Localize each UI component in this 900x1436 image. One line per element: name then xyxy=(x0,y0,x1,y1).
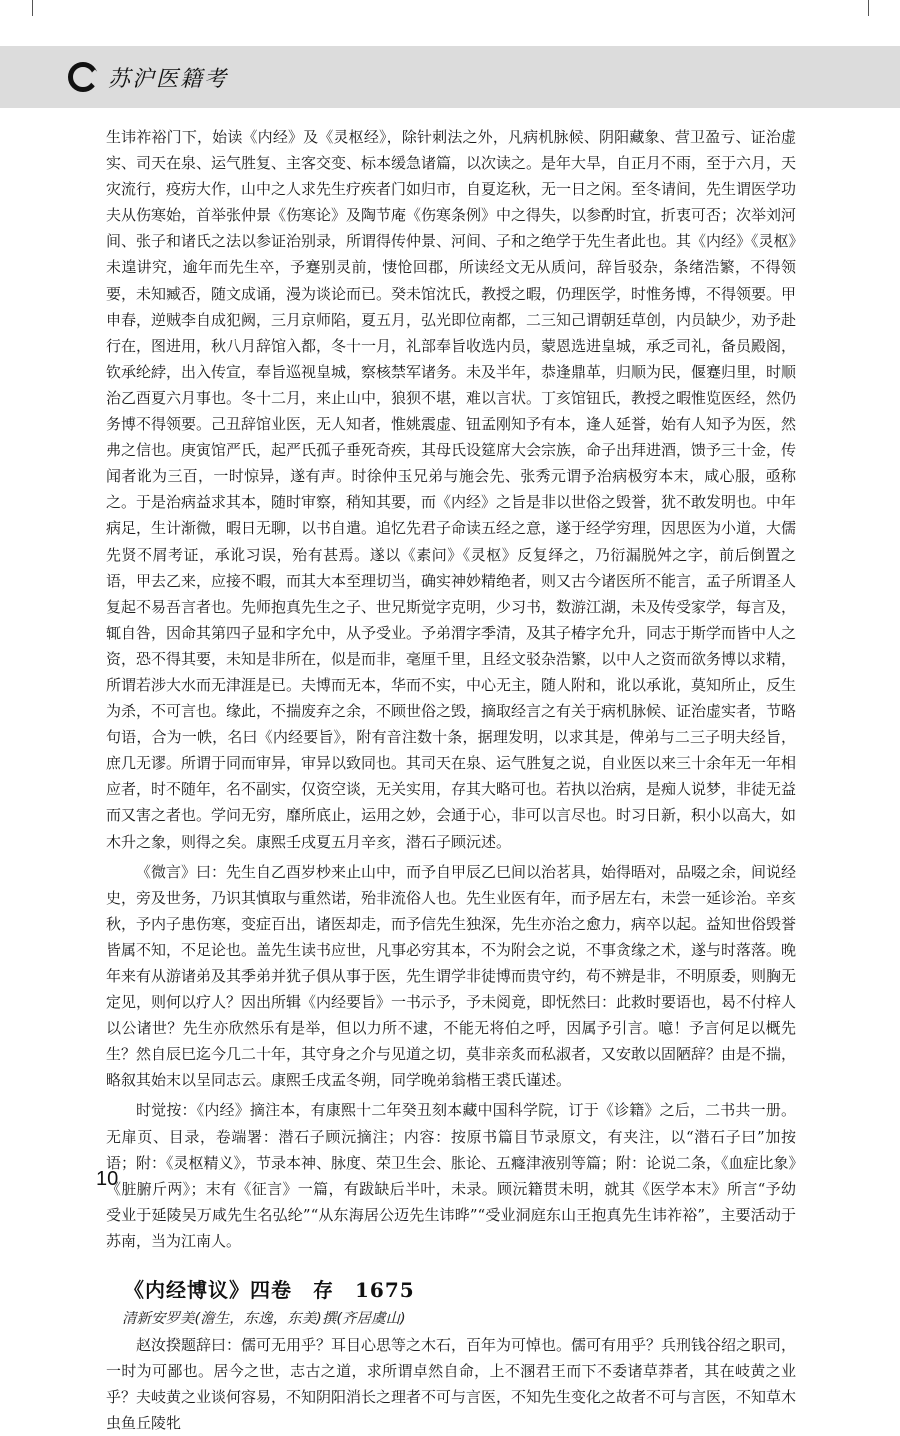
body-paragraph: 《微言》曰：先生自乙酉岁杪来止山中，而予自甲辰乙巳间以治茗具，始得晤对，品啜之余，间说经史，旁及世务，乃识其慎取与重然诺，殆非流俗人也。先生业医有年，而予居左右，未尝一延诊治。辛亥秋，予内子患伤寒，变症百出，诸医却走，而予信先生独深，先生亦治之愈力，病卒以起。益知世俗毁誉皆属不知，不足论也。盖先生读书应世，凡事必穷其本，不为附会之说，不事贪缘之术，遂与时落落。晚年来有从游诸弟及其季弟并犹子俱从事于医，先生谓学非徒博而贵守约，苟不辨是非，不明原委，则胸无定见，则何以疗人？因出所辑《内经要旨》一书示予，予未阅竟，即怃然曰：此救时要语也，曷不付梓人以公诸世？先生亦欣然乐有是举，但以力所不逮，不能无将伯之呼，因属予引言。噫！予言何足以概先生？然自辰巳迄今几二十年，其守身之介与见道之切，莫非亲炙而私淑者，又安敢以固陋辞？由是不揣，略叙其始末以呈同志云。康熙壬戌孟冬朔，同学晚弟翁楷王裘氏谨述。 xyxy=(106,862,797,1090)
body-paragraph: 赵汝揆题辞曰：儒可无用乎？耳目心思等之木石，百年为可悼也。儒可有用乎？兵刑钱谷绍之职司，一时为可鄙也。居今之世，志古之道，求所谓卓然自命，上不溷君王而下不委诸草莽者，其在岐黄之业乎？夫岐黄之业谈何容易，不知阴阳消长之理者不可与言医，不知先生变化之故者不可与言医，不知草木虫鱼丘陵牝 xyxy=(106,1336,797,1433)
body-paragraph: 生讳祚裕门下，始读《内经》及《灵枢经》，除针刺法之外，凡病机脉候、阴阳藏象、营卫盈亏、证治虚实、司天在泉、运气胜复、主客交变、标本缓急诸篇，以次读之。是年大旱，自正月不雨，至于六月，天灾流行，疫疠大作，山中之人求先生疗疾者门如归市，自夏迄秋，无一日之闲。至冬请间，先生谓医学功夫从伤寒始，首举张仲景《伤寒论》及陶节庵《伤寒条例》中之得失，以参酌时宜，折衷可否；次举刘河间、张子和诸氏之法以参证治别录，所谓得传仲景、河间、子和之绝学于先生者此也。其《内经》《灵枢》未遑讲究，逾年而先生卒，予蹇别灵前，悽怆回郡，所读经文无从质问，辞旨驳杂，条绪浩繁，不得领要，未知臧否，随文成诵，漫为谈论而已。癸未馆沈氏，教授之暇，仍理医学，时惟务博，不得领要。甲申春，逆贼李自成犯阙，三月京师陷，夏五月，弘光即位南都，二三知己谓朝廷草创，内员缺少，劝予赴行在，图进用，秋八月辞馆入都，冬十一月，礼部奉旨收选内员，蒙恩选进皇城，承乏司礼，备员殿阁，钦承纶綍，出入传宣，奉旨巡视皇城，察核禁军诸务。未及半年，恭逢鼎革，归顺为民，偃蹇归里，时顺治乙酉夏六月事也。冬十二月，来止山中，狼狈不堪，难以言状。丁亥馆钮氏，教授之暇惟览医经，然仍务博不得领要。己丑辞馆业医，无人知者，惟姚震虚、钮孟刚知予有本，逢人延誉，始有人知予为医，然弗之信也。庚寅馆严氏，起严氏孤子垂死奇疾，其母氏设筵席大会宗族，命子出拜进酒，馈予三十金，传闻者讹为三百，一时惊异，遂有声。时徐仲玉兄弟与施会先、张秀元谓予治病极穷本末，咸心服，亟称之。于是治病益求其本，随时审察，稍知其要，而《内经》之旨是非以世俗之毁誉，犹不敢发明也。中年病足，生计渐微，暇日无聊，以书自遣。追忆先君子命读五经之意，遂于经学穷理，因思医为小道，大儒先贤不屑考证，承讹习误，殆有甚焉。遂以《素问》《灵枢》反复绎之，乃衍漏脱舛之字，前后倒置之语，甲去乙来，应接不暇，而其大本至理切当，确实神妙精绝者，则又古今诸医所不能言，孟子所谓圣人复起不易吾言者也。先师抱真先生之子、世兄斯觉字克明，少习书，数游江湖，未及传受家学，每言及，辄自咎，因命其第四子显和字允中，从予受业。予弟渭字季清，及其子椿字允升，同志于斯学而皆中人之资，恐不得其要，未知是非所在，似是而非，毫厘千里，且经文驳杂浩繁，以中人之资而欲务博以求精，所谓若涉大水而无津涯是已。夫博而无本，华而不实，中心无主，随人附和，讹以承讹，莫知所止，反生为杀，不可言也。缘此，不揣废弃之余，不顾世俗之毁，摘取经言之有关于病机脉候、证治虚实者，节略句语，合为一帙，名曰《内经要旨》，附有音注数十条，据理发明，以求其是，俾弟与二三子明夫经旨，庶几无谬。所谓于同而审异，审异以致同也。其司天在泉、运气胜复之说，自业医以来三十余年无一年相应者，时不随年，名不副实，仅资空谈，无关实用，存其大略可也。若执以治病，是痴人说梦，非徒无益而又害之者也。学问无穷，靡所底止，运用之妙，会通于心，非可以言尽也。时习日新，积小以高大，如木升之象，则得之矣。康熙壬戌夏五月辛亥，潜石子顾沅述。 xyxy=(106,128,797,851)
header-emblem-icon xyxy=(68,62,98,92)
crop-mark-right xyxy=(868,0,869,16)
body-paragraph: 时觉按：《内经》摘注本，有康熙十二年癸丑刻本藏中国科学院，订于《诊籍》之后，二书共一册。无扉页、目录，卷端署：潜石子顾沅摘注；内容：按原书篇目节录原文，有夹注，以“潜石子曰”加按语；附：《灵枢精义》，节录本神、脉度、荣卫生会、胀论、五癃津液别等篇；附：论说二条，《血症比象》《脏腑斤两》；末有《征言》一篇，有跋缺后半叶，未录。顾沅籍贯未明，就其《医学本末》所言“予幼受业于延陵吴万咸先生名弘纶”“从东海居公迈先生讳晔”“受业洞庭东山王抱真先生讳祚裕”，主要活动于苏南，当为江南人。 xyxy=(106,1101,797,1250)
book-title: 苏沪医籍考 xyxy=(108,67,229,92)
author-line: 清新安罗美(澹生，东逸，东美)撰(齐居虞山) xyxy=(122,1311,406,1328)
page-number: 10 xyxy=(96,1168,119,1190)
crop-mark-left xyxy=(32,0,33,16)
section-heading: 《内经博议》四卷 存 1675 xyxy=(124,1278,415,1303)
page-body xyxy=(106,124,796,1436)
